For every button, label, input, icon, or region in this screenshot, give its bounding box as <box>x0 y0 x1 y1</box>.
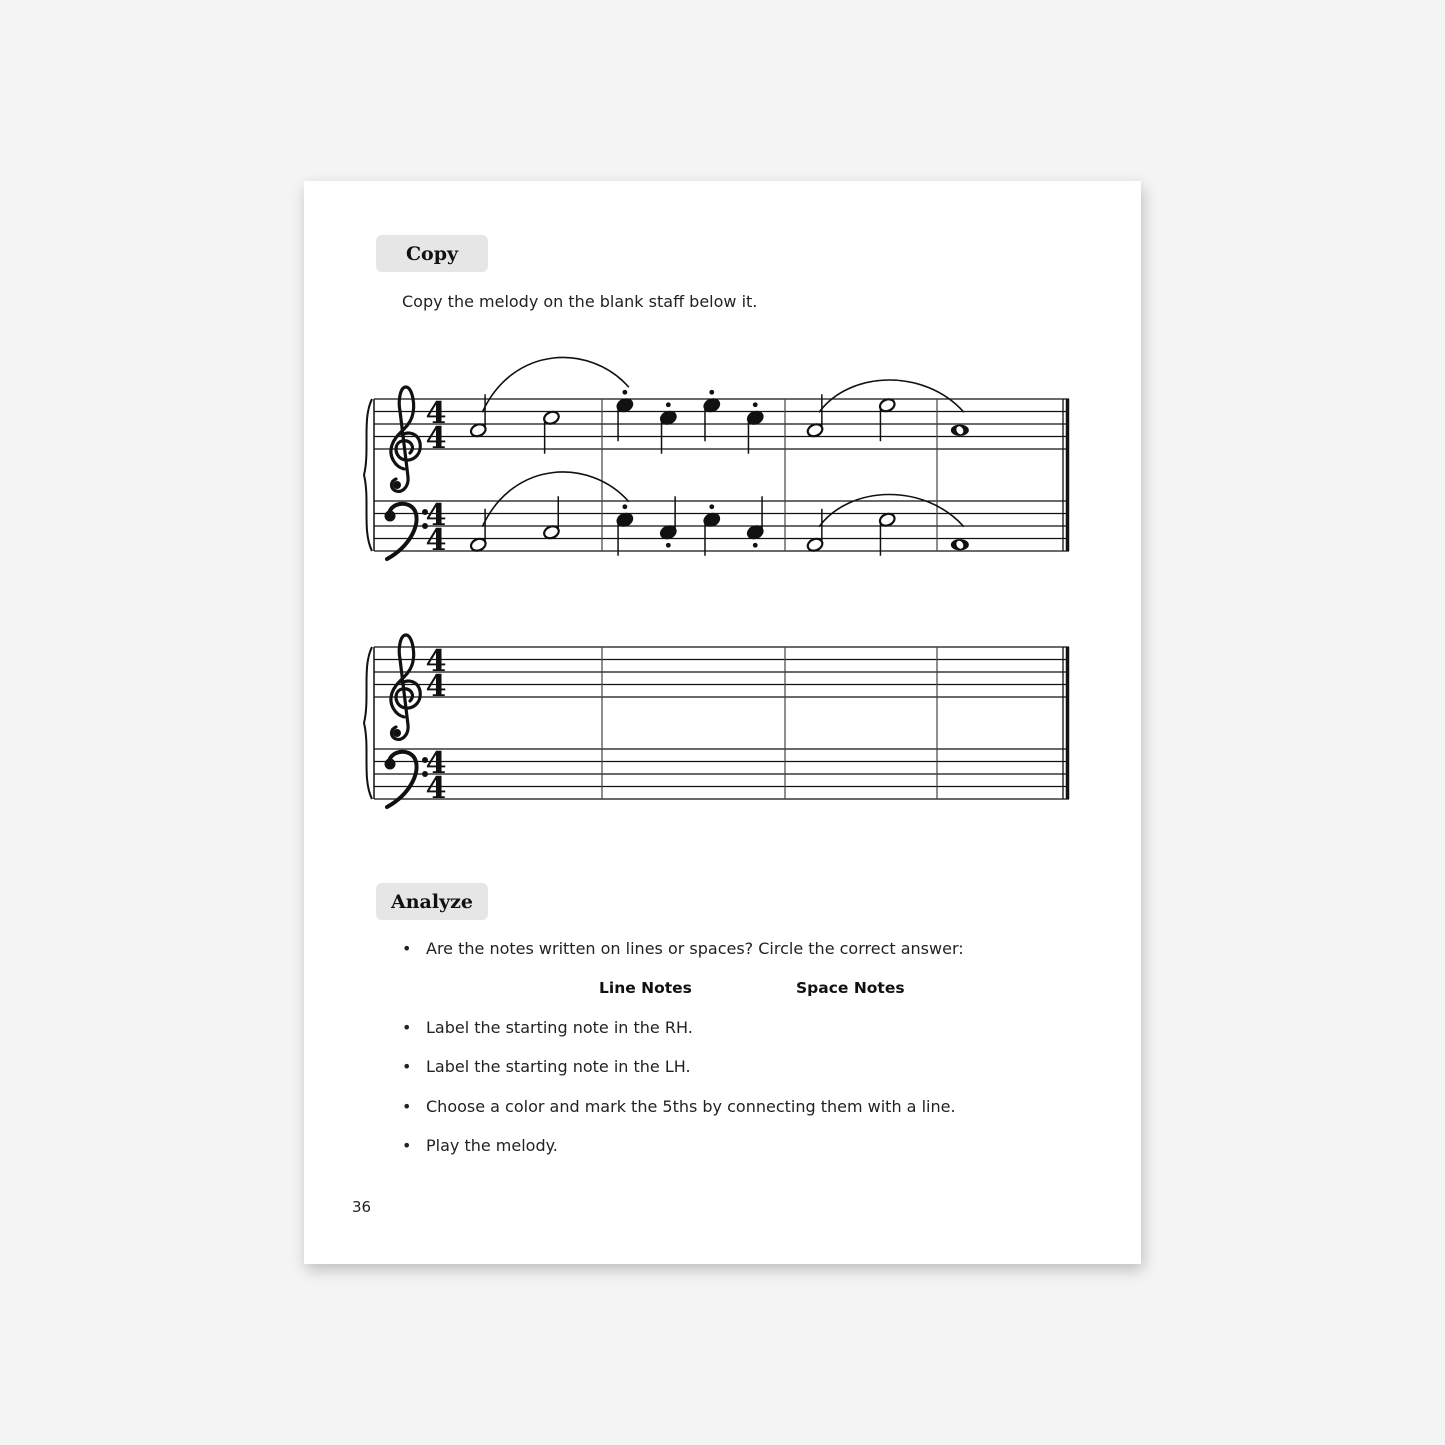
staccato-dot <box>753 543 758 548</box>
bullet-text: Label the starting note in the LH. <box>426 1057 691 1076</box>
brace <box>364 399 372 551</box>
time-signature-bottom: 4 <box>425 669 447 704</box>
time-signature-top: 4 <box>425 746 447 781</box>
blank-grand-staff[interactable] <box>364 635 1069 807</box>
staccato-dot <box>622 390 627 395</box>
bullet-marker: • <box>402 1057 412 1076</box>
staccato-dot <box>622 504 627 509</box>
phrase-slur <box>482 472 629 527</box>
staccato-dot <box>753 402 758 407</box>
time-signature-bottom: 4 <box>425 771 447 806</box>
phrase-slur <box>482 358 629 413</box>
staccato-dot <box>709 504 714 509</box>
time-signature-top: 4 <box>425 644 447 679</box>
page-number: 36 <box>352 1198 372 1216</box>
time-signature-top: 4 <box>425 396 447 431</box>
bullet-text: Are the notes written on lines or spaces? Circle the correct answer: <box>426 939 964 958</box>
bullet-marker: • <box>402 1018 412 1037</box>
copy-heading: Copy <box>376 235 488 272</box>
example-grand-staff <box>364 358 1069 559</box>
treble-clef-icon <box>391 387 420 491</box>
option-line-notes[interactable]: Line Notes <box>599 979 692 997</box>
staccato-dot <box>666 402 671 407</box>
bullet-text: Play the melody. <box>426 1136 558 1155</box>
workbook-page <box>304 181 1141 1264</box>
time-signature-top: 4 <box>425 498 447 533</box>
staccato-dot <box>709 390 714 395</box>
bullet-marker: • <box>402 1136 412 1155</box>
time-signature-bottom: 4 <box>425 421 447 456</box>
time-signature-bottom: 4 <box>425 523 447 558</box>
bullet-marker: • <box>402 939 412 958</box>
analyze-heading: Analyze <box>376 883 488 920</box>
music-notation <box>304 181 1141 881</box>
brace <box>364 647 372 799</box>
bullet-marker: • <box>402 1097 412 1116</box>
bullet-text: Label the starting note in the RH. <box>426 1018 693 1037</box>
option-space-notes[interactable]: Space Notes <box>796 979 905 997</box>
copy-instruction: Copy the melody on the blank staff below it. <box>402 292 758 311</box>
bullet-text: Choose a color and mark the 5ths by connecting them with a line. <box>426 1097 956 1116</box>
treble-clef-icon <box>391 635 420 739</box>
staccato-dot <box>666 543 671 548</box>
